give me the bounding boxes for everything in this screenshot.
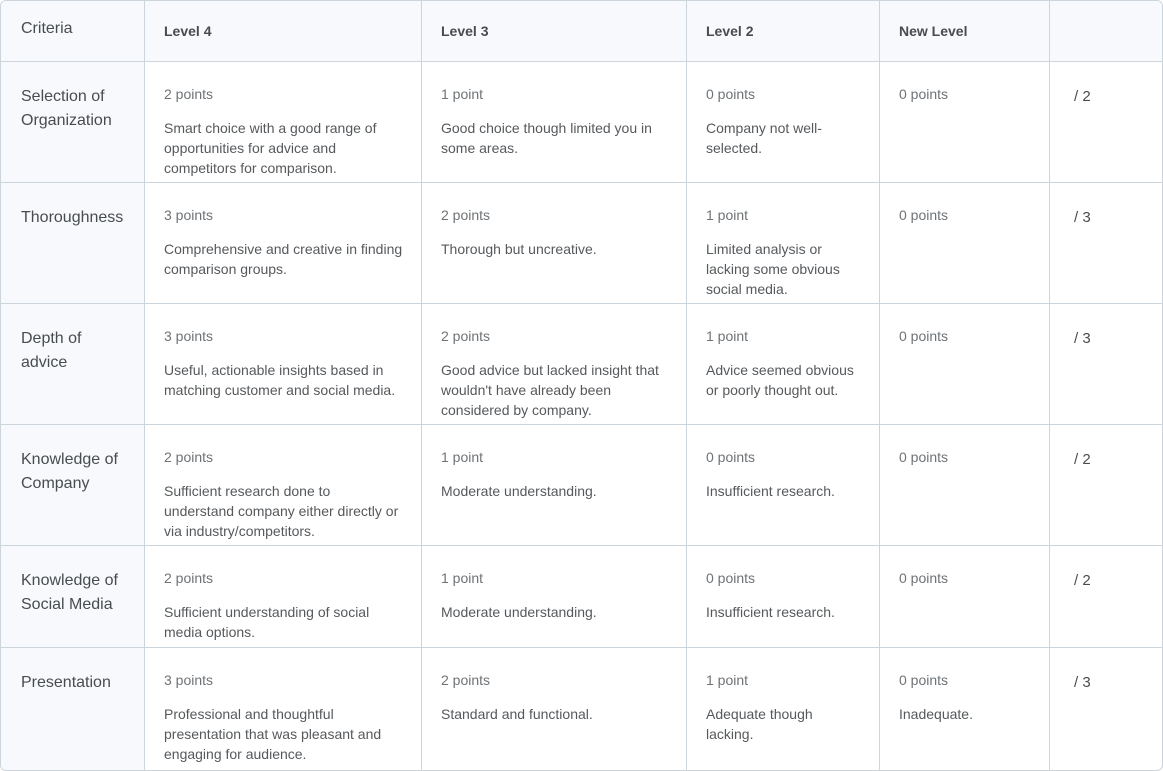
level-cell[interactable] [880, 648, 1050, 770]
level-cell[interactable] [687, 425, 880, 546]
level-description: Moderate understanding. [441, 604, 597, 620]
points-label: 1 point [441, 449, 484, 465]
points-label: 0 points [706, 570, 756, 586]
level-cell[interactable] [422, 62, 687, 183]
header-level-2: Level 2 [687, 1, 880, 62]
level-description: Company not well-selected. [706, 120, 822, 156]
level-description: Sufficient research done to understand company either directly or via industry/competitors. [164, 483, 399, 539]
level-description: Advice seemed obvious or poorly thought out. [706, 362, 854, 398]
points-label: 0 points [899, 570, 949, 586]
level-cell[interactable] [145, 304, 422, 425]
level-cell[interactable] [880, 546, 1050, 648]
points-label: 0 points [899, 328, 949, 344]
points-label: 2 points [441, 328, 491, 344]
level-cell[interactable] [880, 425, 1050, 546]
header-new-level: New Level [880, 1, 1050, 62]
criterion-knowledge-of-company: Knowledge of Company [1, 425, 145, 546]
points-label: 3 points [164, 207, 214, 223]
level-cell[interactable] [880, 62, 1050, 183]
level-description: Insufficient research. [706, 483, 835, 499]
level-description: Standard and functional. [441, 706, 593, 722]
points-label: 0 points [899, 672, 949, 688]
points-label: 2 points [164, 449, 214, 465]
points-label: 3 points [164, 328, 214, 344]
level-cell[interactable] [422, 304, 687, 425]
points-label: 2 points [164, 570, 214, 586]
level-cell[interactable] [145, 62, 422, 183]
level-description: Sufficient understanding of social media options. [164, 604, 370, 640]
level-cell[interactable] [687, 304, 880, 425]
score-cell: / 3 [1050, 304, 1162, 425]
points-label: 0 points [899, 207, 949, 223]
criterion-thoroughness: Thoroughness [1, 183, 145, 304]
points-label: 2 points [441, 207, 491, 223]
level-cell[interactable] [422, 425, 687, 546]
points-label: 1 point [441, 86, 484, 102]
level-cell[interactable] [422, 546, 687, 648]
level-cell[interactable] [145, 183, 422, 304]
criterion-depth-of-advice: Depth of advice [1, 304, 145, 425]
points-label: 0 points [706, 86, 756, 102]
level-description: Insufficient research. [706, 604, 835, 620]
level-cell[interactable] [880, 304, 1050, 425]
level-description: Comprehensive and creative in finding comparison groups. [164, 241, 403, 277]
level-description: Thorough but uncreative. [441, 241, 597, 257]
header-level-3: Level 3 [422, 1, 687, 62]
score-cell: / 3 [1074, 674, 1091, 691]
points-label: 2 points [441, 672, 491, 688]
header-criteria: Criteria [1, 1, 145, 62]
header-score [1050, 1, 1162, 62]
level-cell[interactable] [145, 425, 422, 546]
level-description: Professional and thoughtful presentation that was pleasant and engaging for audience. [164, 706, 382, 762]
level-cell[interactable] [687, 648, 880, 770]
points-label: 0 points [899, 449, 949, 465]
points-label: 3 points [164, 672, 214, 688]
points-label: 0 points [706, 449, 756, 465]
score-cell: / 2 [1050, 62, 1162, 183]
points-label: 1 point [441, 570, 484, 586]
points-label: 0 points [899, 86, 949, 102]
level-description: Good choice though limited you in some areas. [441, 120, 652, 156]
criterion-presentation: Presentation [1, 648, 145, 770]
level-description: Inadequate. [899, 706, 973, 722]
criterion-knowledge-of-social-media: Knowledge of Social Media [1, 546, 145, 648]
points-label: 1 point [706, 207, 749, 223]
score-cell: / 3 [1050, 183, 1162, 304]
level-description: Adequate though lacking. [706, 706, 813, 742]
level-cell[interactable] [145, 648, 422, 770]
level-description: Useful, actionable insights based in matching customer and social media. [164, 362, 396, 398]
level-cell[interactable] [687, 62, 880, 183]
level-cell[interactable] [687, 183, 880, 304]
level-cell[interactable] [687, 546, 880, 648]
level-description: Moderate understanding. [441, 483, 597, 499]
level-cell[interactable] [145, 546, 422, 648]
points-label: 2 points [164, 86, 214, 102]
points-label: 1 point [706, 672, 749, 688]
level-description: Good advice but lacked insight that wouldn't have already been considered by company. [441, 362, 659, 418]
level-cell[interactable] [880, 183, 1050, 304]
score-cell: / 2 [1050, 425, 1162, 546]
level-cell[interactable] [422, 648, 687, 770]
points-label: 1 point [706, 328, 749, 344]
criterion-selection-of-organization: Selection of Organization [1, 62, 145, 183]
score-cell: / 2 [1050, 546, 1162, 648]
level-description: Smart choice with a good range of opportunities for advice and competitors for comparison. [164, 120, 377, 176]
level-description: Limited analysis or lacking some obvious social media. [706, 241, 840, 297]
level-cell[interactable] [422, 183, 687, 304]
header-level-4: Level 4 [145, 1, 422, 62]
